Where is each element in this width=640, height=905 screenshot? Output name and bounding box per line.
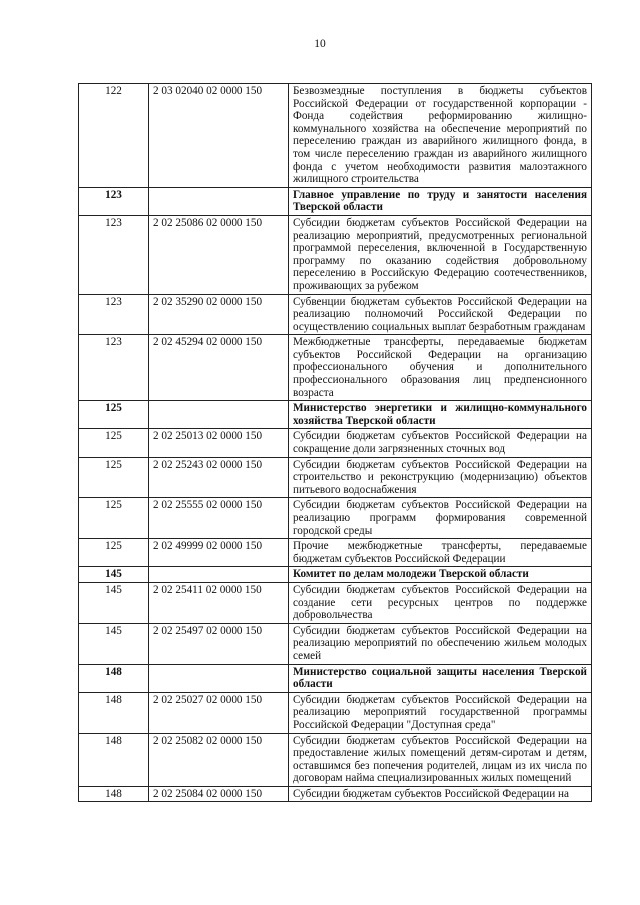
budget-code-cell: 2 03 02040 02 0000 150 bbox=[149, 84, 289, 188]
budget-code-cell: 2 02 25084 02 0000 150 bbox=[149, 786, 289, 802]
table-row bbox=[79, 498, 592, 539]
budget-code-cell bbox=[149, 664, 289, 692]
budget-code-cell: 2 02 35290 02 0000 150 bbox=[149, 294, 289, 335]
admin-code-cell: 148 bbox=[79, 733, 149, 786]
revenue-name-cell: Субсидии бюджетам субъектов Российской Федерации на реализацию мероприятий, предусмотренных региональной программой переселения, включенной в Государственную программу по оказанию содействия добровольному переселению в Российскую Федерацию соотечественников, проживающих за рубежом bbox=[289, 215, 592, 294]
table-row bbox=[79, 335, 592, 401]
department-header-row bbox=[79, 664, 592, 692]
admin-code-cell: 145 bbox=[79, 582, 149, 623]
admin-code-cell: 123 bbox=[79, 187, 149, 215]
budget-code-cell bbox=[149, 567, 289, 583]
revenue-name-cell: Субсидии бюджетам субъектов Российской Федерации на реализацию программ формирования современной городской среды bbox=[289, 498, 592, 539]
table-row bbox=[79, 294, 592, 335]
admin-code-cell: 123 bbox=[79, 294, 149, 335]
table-row bbox=[79, 692, 592, 733]
admin-code-cell: 125 bbox=[79, 498, 149, 539]
budget-code-cell: 2 02 49999 02 0000 150 bbox=[149, 539, 289, 567]
budget-code-cell: 2 02 25411 02 0000 150 bbox=[149, 582, 289, 623]
budget-code-cell: 2 02 25497 02 0000 150 bbox=[149, 623, 289, 664]
table-row bbox=[79, 429, 592, 457]
revenue-name-cell: Субсидии бюджетам субъектов Российской Федерации на создание сети ресурсных центров по поддержке добровольчества bbox=[289, 582, 592, 623]
admin-code-cell: 125 bbox=[79, 429, 149, 457]
admin-code-cell: 123 bbox=[79, 335, 149, 401]
department-header-row bbox=[79, 401, 592, 429]
budget-code-cell bbox=[149, 401, 289, 429]
table-row bbox=[79, 733, 592, 786]
admin-code-cell: 125 bbox=[79, 539, 149, 567]
admin-code-cell: 148 bbox=[79, 692, 149, 733]
table-row bbox=[79, 539, 592, 567]
page-number: 10 bbox=[314, 38, 326, 50]
revenue-name-cell: Комитет по делам молодежи Тверской области bbox=[289, 567, 592, 583]
admin-code-cell: 145 bbox=[79, 623, 149, 664]
table-row bbox=[79, 786, 592, 802]
admin-code-cell: 122 bbox=[79, 84, 149, 188]
budget-code-cell: 2 02 25027 02 0000 150 bbox=[149, 692, 289, 733]
revenue-name-cell: Субсидии бюджетам субъектов Российской Федерации на сокращение доли загрязненных сточных вод bbox=[289, 429, 592, 457]
table-body bbox=[79, 84, 592, 802]
table-row bbox=[79, 457, 592, 498]
table-row bbox=[79, 582, 592, 623]
revenue-name-cell: Субсидии бюджетам субъектов Российской Федерации на реализацию мероприятий по обеспечению жильем молодых семей bbox=[289, 623, 592, 664]
budget-code-cell: 2 02 25555 02 0000 150 bbox=[149, 498, 289, 539]
budget-code-cell: 2 02 25082 02 0000 150 bbox=[149, 733, 289, 786]
revenue-name-cell: Субсидии бюджетам субъектов Российской Федерации на bbox=[289, 786, 592, 802]
table-row bbox=[79, 215, 592, 294]
budget-code-cell: 2 02 25243 02 0000 150 bbox=[149, 457, 289, 498]
budget-code-cell: 2 02 25086 02 0000 150 bbox=[149, 215, 289, 294]
admin-code-cell: 148 bbox=[79, 664, 149, 692]
revenue-name-cell: Министерство энергетики и жилищно-коммунального хозяйства Тверской области bbox=[289, 401, 592, 429]
admin-code-cell: 148 bbox=[79, 786, 149, 802]
budget-code-cell: 2 02 25013 02 0000 150 bbox=[149, 429, 289, 457]
revenue-name-cell: Главное управление по труду и занятости населения Тверской области bbox=[289, 187, 592, 215]
revenue-name-cell: Субвенции бюджетам субъектов Российской Федерации на реализацию полномочий Российской Федерации по осуществлению социальных выплат безработным гражданам bbox=[289, 294, 592, 335]
revenue-name-cell: Безвозмездные поступления в бюджеты субъектов Российской Федерации от государственной корпорации - Фонда содействия реформированию жилищно-коммунального хозяйства на обеспечение мероприятий по переселению граждан из аварийного жилищного фонда, в том числе переселению граждан из аварийного жилищного фонда с учетом необходимости развития малоэтажного жилищного строительства bbox=[289, 84, 592, 188]
revenue-name-cell: Межбюджетные трансферты, передаваемые бюджетам субъектов Российской Федерации на организацию профессионального обучения и дополнительного профессионального образования лиц предпенсионного возраста bbox=[289, 335, 592, 401]
department-header-row bbox=[79, 187, 592, 215]
admin-code-cell: 123 bbox=[79, 215, 149, 294]
revenue-name-cell: Субсидии бюджетам субъектов Российской Федерации на предоставление жилых помещений детям-сиротам и детям, оставшимся без попечения родителей, лицам из их числа по договорам найма специализированных жилых помещений bbox=[289, 733, 592, 786]
admin-code-cell: 145 bbox=[79, 567, 149, 583]
revenue-name-cell: Прочие межбюджетные трансферты, передаваемые бюджетам субъектов Российской Федерации bbox=[289, 539, 592, 567]
revenue-name-cell: Субсидии бюджетам субъектов Российской Федерации на строительство и реконструкцию (модернизацию) объектов питьевого водоснабжения bbox=[289, 457, 592, 498]
revenue-name-cell: Субсидии бюджетам субъектов Российской Федерации на реализацию мероприятий государственной программы Российской Федерации "Доступная среда" bbox=[289, 692, 592, 733]
budget-revenue-table bbox=[78, 83, 592, 802]
department-header-row bbox=[79, 567, 592, 583]
admin-code-cell: 125 bbox=[79, 401, 149, 429]
budget-code-cell: 2 02 45294 02 0000 150 bbox=[149, 335, 289, 401]
revenue-name-cell: Министерство социальной защиты населения Тверской области bbox=[289, 664, 592, 692]
table-row bbox=[79, 623, 592, 664]
budget-code-cell bbox=[149, 187, 289, 215]
admin-code-cell: 125 bbox=[79, 457, 149, 498]
table-row bbox=[79, 84, 592, 188]
